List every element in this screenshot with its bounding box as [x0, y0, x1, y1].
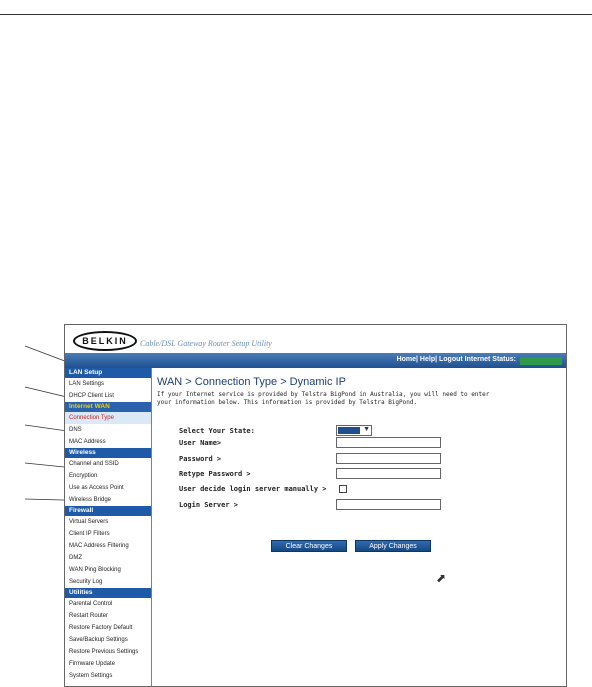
nav-links[interactable]: Home| Help| Logout Internet Status: — [396, 356, 516, 363]
internet-status-indicator — [520, 357, 562, 365]
belkin-logo[interactable]: BELKIN — [73, 331, 137, 351]
sidebar-item-wireless-bridge[interactable]: Wireless Bridge — [69, 497, 112, 503]
sidebar-section-firewall[interactable]: Firewall — [65, 506, 151, 516]
sidebar-item-encryption[interactable]: Encryption — [69, 473, 98, 479]
sidebar-item-restore-previous[interactable]: Restore Previous Settings — [69, 649, 139, 655]
router-screenshot — [64, 324, 567, 687]
sidebar-item-restart-router[interactable]: Restart Router — [69, 613, 109, 619]
retype-password-label: Retype Password > — [179, 470, 251, 478]
sidebar-section-wireless[interactable]: Wireless — [65, 448, 151, 458]
sidebar-item-system-settings[interactable]: System Settings — [69, 673, 113, 679]
state-dropdown[interactable] — [336, 425, 372, 436]
sidebar-section-internet-wan[interactable]: Internet WAN — [65, 402, 151, 412]
sidebar-item-connection-type[interactable]: Connection Type — [65, 412, 151, 424]
page-title: WAN > Connection Type > Dynamic IP — [157, 376, 346, 388]
manual-server-checkbox[interactable] — [339, 485, 347, 493]
sidebar-item-firmware-update[interactable]: Firmware Update — [69, 661, 116, 667]
password-label: Password > — [179, 455, 222, 463]
app-title: Cable/DSL Gateway Router Setup Utility — [140, 339, 272, 348]
sidebar-item-mac-filtering[interactable]: MAC Address Filtering — [69, 543, 129, 549]
clear-changes-button[interactable]: Clear Changes — [271, 540, 347, 552]
sidebar-item-mac-address[interactable]: MAC Address — [69, 439, 106, 445]
chevron-down-icon: ▼ — [363, 426, 370, 433]
apply-changes-button[interactable]: Apply Changes — [355, 540, 431, 552]
sidebar-section-utilities[interactable]: Utilities — [65, 588, 151, 598]
sidebar-item-dmz[interactable]: DMZ — [69, 555, 82, 561]
sidebar-item-factory-default[interactable]: Restore Factory Default — [69, 625, 133, 631]
state-label: Select Your State: — [179, 427, 255, 435]
sidebar-item-channel-ssid[interactable]: Channel and SSID — [69, 461, 119, 467]
sidebar — [65, 368, 152, 686]
header — [65, 325, 566, 353]
sidebar-item-client-ip-filters[interactable]: Client IP Filters — [69, 531, 110, 537]
sidebar-item-security-log[interactable]: Security Log — [69, 579, 103, 585]
main-content — [157, 370, 557, 407]
manual-server-label: User decide login server manually > — [179, 485, 327, 493]
login-server-field[interactable] — [336, 499, 441, 510]
sidebar-item-parental-control[interactable]: Parental Control — [69, 601, 113, 607]
password-field[interactable] — [336, 453, 441, 464]
sidebar-item-dns[interactable]: DNS — [69, 427, 82, 433]
sidebar-item-save-backup[interactable]: Save/Backup Settings — [69, 637, 128, 643]
state-selected-value — [338, 427, 360, 434]
sidebar-item-access-point[interactable]: Use as Access Point — [69, 485, 124, 491]
page-description: If your Internet service is provided by Telstra BigPond in Australia, you will need to enter your information below. This information is provided by Telstra BigPond. — [157, 391, 490, 406]
sidebar-item-dhcp-client-list[interactable]: DHCP Client List — [69, 393, 114, 399]
username-label: User Name> — [179, 439, 222, 447]
login-server-label: Login Server > — [179, 501, 239, 509]
sidebar-item-lan-settings[interactable]: LAN Settings — [69, 381, 105, 387]
mouse-cursor-icon: ⬈ — [436, 571, 447, 585]
username-field[interactable] — [336, 437, 441, 448]
sidebar-item-wan-ping-blocking[interactable]: WAN Ping Blocking — [69, 567, 121, 573]
navbar — [65, 353, 566, 368]
retype-password-field[interactable] — [336, 468, 441, 479]
sidebar-item-virtual-servers[interactable]: Virtual Servers — [69, 519, 109, 525]
sidebar-section-lan-setup[interactable]: LAN Setup — [65, 368, 151, 378]
